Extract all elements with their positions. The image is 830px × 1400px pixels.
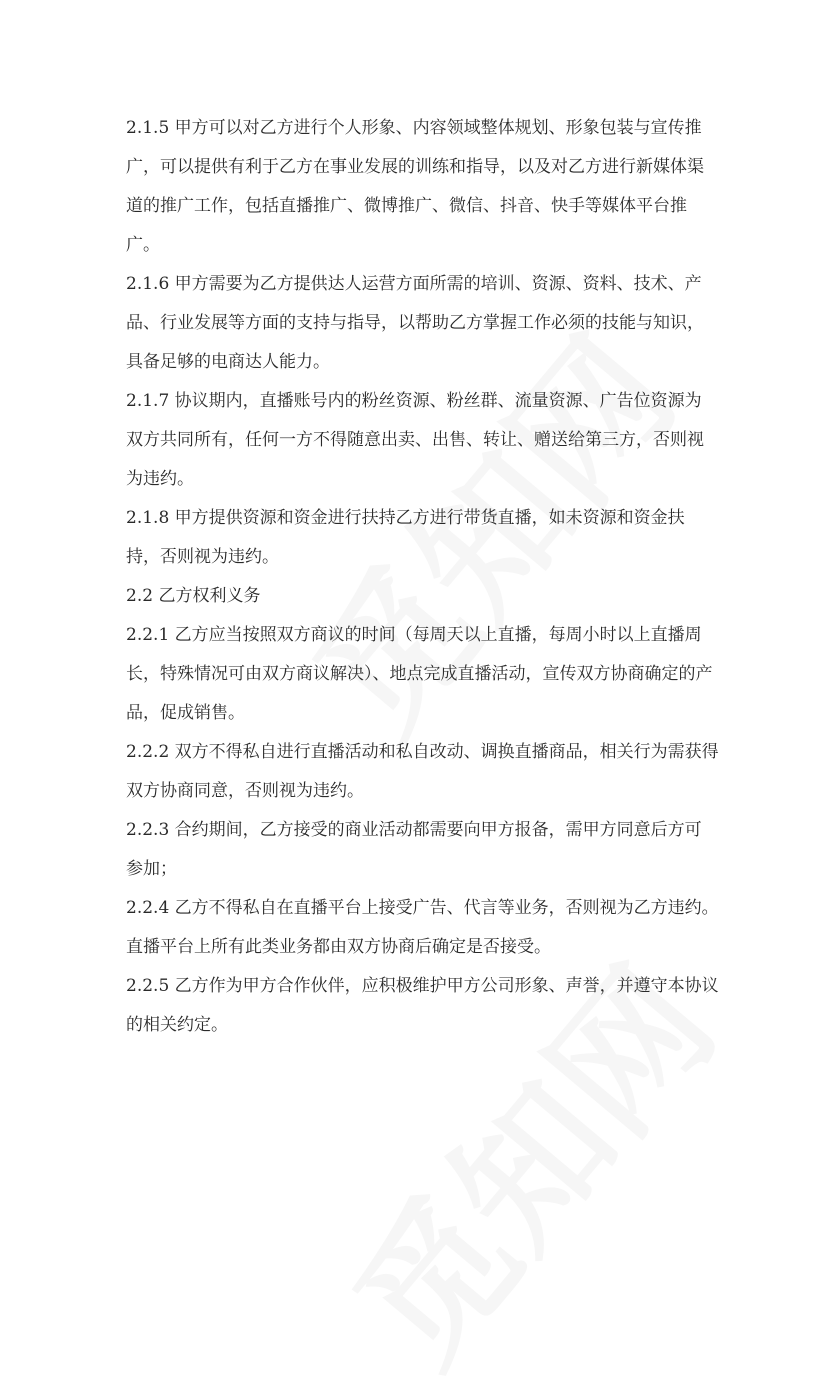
- text-line: 2.1.7 协议期内，直播账号内的粉丝资源、粉丝群、流量资源、广告位资源为: [126, 391, 702, 411]
- text-line: 2.1.8 甲方提供资源和资金进行扶持乙方进行带货直播，如未资源和资金扶: [126, 508, 685, 528]
- text-line: 2.2.1 乙方应当按照双方商议的时间（每周天以上直播，每周小时以上直播周: [126, 625, 702, 645]
- text-line: 的相关约定。: [126, 1015, 228, 1035]
- text-line: 参加；: [126, 859, 177, 879]
- text-line: 道的推广工作，包括直播推广、微博推广、微信、抖音、快手等媒体平台推: [126, 196, 687, 216]
- text-line: 具备足够的电商达人能力。: [126, 352, 330, 372]
- text-line: 双方协商同意，否则视为违约。: [126, 781, 364, 801]
- text-line: 持，否则视为违约。: [126, 547, 279, 567]
- text-line: 品，促成销售。: [126, 703, 245, 723]
- text-line: 双方共同所有，任何一方不得随意出卖、出售、转让、赠送给第三方，否则视: [126, 430, 704, 450]
- text-line: 长，特殊情况可由双方商议解决）、地点完成直播活动，宣传双方协商确定的产: [126, 664, 713, 684]
- text-line: 2.2.4 乙方不得私自在直播平台上接受广告、代言等业务，否则视为乙方违约。: [126, 898, 719, 918]
- text-line: 2.2.3 合约期间，乙方接受的商业活动都需要向甲方报备，需甲方同意后方可: [126, 820, 702, 840]
- text-line: 2.1.6 甲方需要为乙方提供达人运营方面所需的培训、资源、资料、技术、产: [126, 274, 702, 294]
- text-line: 2.2.5 乙方作为甲方合作伙伴，应积极维护甲方公司形象、声誉，并遵守本协议: [126, 976, 719, 996]
- text-line: 广，可以提供有利于乙方在事业发展的训练和指导，以及对乙方进行新媒体渠: [126, 157, 704, 177]
- text-line: 2.1.5 甲方可以对乙方进行个人形象、内容领域整体规划、形象包装与宣传推: [126, 118, 702, 138]
- text-line: 2.2.2 双方不得私自进行直播活动和私自改动、调换直播商品，相关行为需获得: [126, 742, 719, 762]
- text-line: 2.2 乙方权利义务: [126, 586, 261, 606]
- text-line: 为违约。: [126, 469, 194, 489]
- text-line: 直播平台上所有此类业务都由双方协商后确定是否接受。: [126, 937, 551, 957]
- text-line: 广。: [126, 235, 160, 255]
- document-body: [126, 109, 726, 1045]
- text-line: 品、行业发展等方面的支持与指导，以帮助乙方掌握工作必须的技能与知识，: [126, 313, 704, 333]
